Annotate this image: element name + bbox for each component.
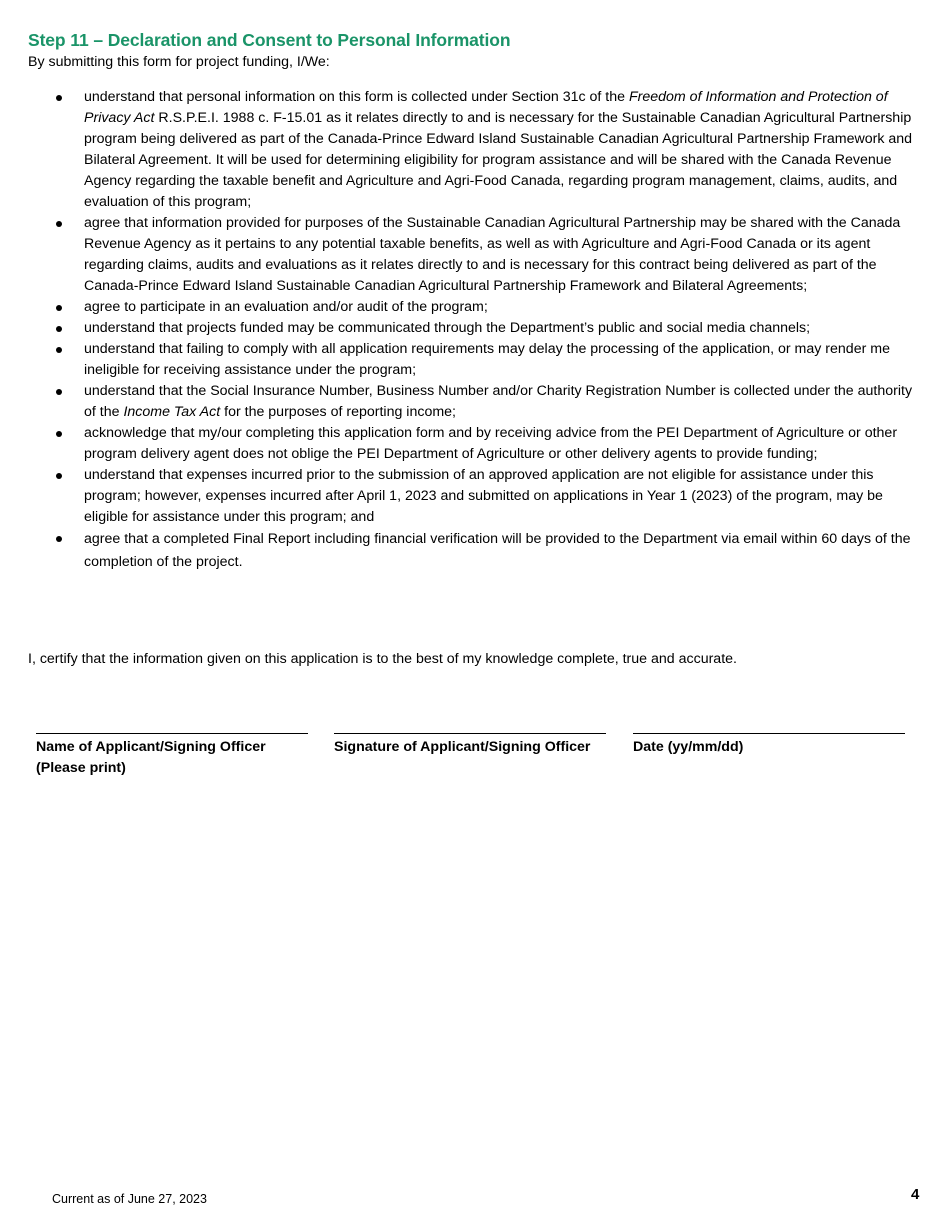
footer-current-date: Current as of June 27, 2023 <box>52 1192 207 1206</box>
applicant-name-field[interactable] <box>36 715 308 779</box>
declaration-text: for the purposes of reporting income; <box>220 404 456 420</box>
applicant-signature-label: Signature of Applicant/Signing Officer <box>334 739 591 755</box>
date-line[interactable] <box>633 715 905 734</box>
bullet-icon <box>56 305 62 311</box>
bullet-icon <box>56 431 62 437</box>
act-name: Income Tax Act <box>123 404 221 420</box>
declaration-list <box>56 87 916 574</box>
applicant-signature-field[interactable] <box>334 715 606 758</box>
bullet-icon <box>56 221 62 227</box>
declaration-text: understand that personal information on this form is collected under Section 31c of the <box>84 89 629 105</box>
date-label: Date (yy/mm/dd) <box>633 739 744 755</box>
declaration-text: agree that information provided for purposes of the Sustainable Canadian Agricultural Partnership may be shared with the Canada Revenue Agency as it pertains to any potential taxable benefits, as well as with Agriculture and Agri-Food Canada or its agent regarding claims, audits and evaluations as it relates directly to and is necessary for this contract being delivered as part of the Canada-Prince Edward Island Sustainable Canadian Agricultural Partnership Framework and Bilateral Agreements; <box>84 215 901 294</box>
bullet-icon <box>56 347 62 353</box>
certification-text: I, certify that the information given on this application is to the best of my knowledge complete, true and accurate. <box>28 651 737 667</box>
declaration-text: understand that the Social Insurance Number, Business Number and/or Charity Registration Number is collected under the authority of the <box>84 383 913 420</box>
page-number: 4 <box>911 1186 920 1203</box>
act-name: Freedom of Information and Protection of Privacy Act <box>84 89 888 126</box>
applicant-name-label <box>36 737 308 779</box>
declaration-item-final-report <box>56 528 916 574</box>
bullet-icon <box>56 389 62 395</box>
bullet-icon <box>56 95 62 101</box>
applicant-name-label-line1: Name of Applicant/Signing Officer <box>36 739 266 755</box>
applicant-name-label-line2: (Please print) <box>36 760 126 776</box>
intro-text: By submitting this form for project funding, I/We: <box>28 54 330 70</box>
bullet-icon <box>56 536 62 542</box>
bullet-icon <box>56 473 62 479</box>
applicant-name-line[interactable] <box>36 715 308 734</box>
section-heading: Step 11 – Declaration and Consent to Personal Information <box>28 30 511 50</box>
declaration-text: acknowledge that my/our completing this application form and by receiving advice from the PEI Department of Agriculture or other program delivery agent does not oblige the PEI Department of Agriculture or other delivery agents to provide funding; <box>84 425 898 462</box>
declaration-text: understand that failing to comply with all application requirements may delay the processing of the application, or may render me ineligible for receiving assistance under the program; <box>84 341 890 378</box>
date-field[interactable] <box>633 715 905 758</box>
declaration-item-privacy <box>56 87 916 213</box>
declaration-item-communication <box>56 318 916 339</box>
declaration-item-no-obligation <box>56 423 916 465</box>
declaration-text: agree that a completed Final Report including financial verification will be provided to the Department via email within 60 days of the completion of the project. <box>84 531 911 570</box>
declaration-item-compliance <box>56 339 916 381</box>
declaration-text: understand that projects funded may be communicated through the Department’s public and social media channels; <box>84 320 811 336</box>
declaration-text: understand that expenses incurred prior to the submission of an approved application are not eligible for assistance under this program; however, expenses incurred after April 1, 2023 and submitted on applications in Year 1 (2023) of the program, may be eligible for assistance under this program; and <box>84 467 883 525</box>
declaration-text: agree to participate in an evaluation and/or audit of the program; <box>84 299 488 315</box>
applicant-signature-line[interactable] <box>334 715 606 734</box>
declaration-text: R.S.P.E.I. 1988 c. F-15.01 as it relates directly to and is necessary for the Sustainable Canadian Agricultural Partnership program being delivered as part of the Canada-Prince Edward Island Sustainable Canadian Agricultural Partnership Framework and Bilateral Agreement. It will be used for determining eligibility for program assistance and will be shared with the Canada Revenue Agency regarding the taxable benefit and Agriculture and Agri-Food Canada, regarding program management, claims, audits, and evaluation of this program; <box>84 110 913 210</box>
declaration-item-expenses <box>56 465 916 528</box>
declaration-item-sin <box>56 381 916 423</box>
bullet-icon <box>56 326 62 332</box>
declaration-item-evaluation <box>56 297 916 318</box>
declaration-item-sharing <box>56 213 916 297</box>
